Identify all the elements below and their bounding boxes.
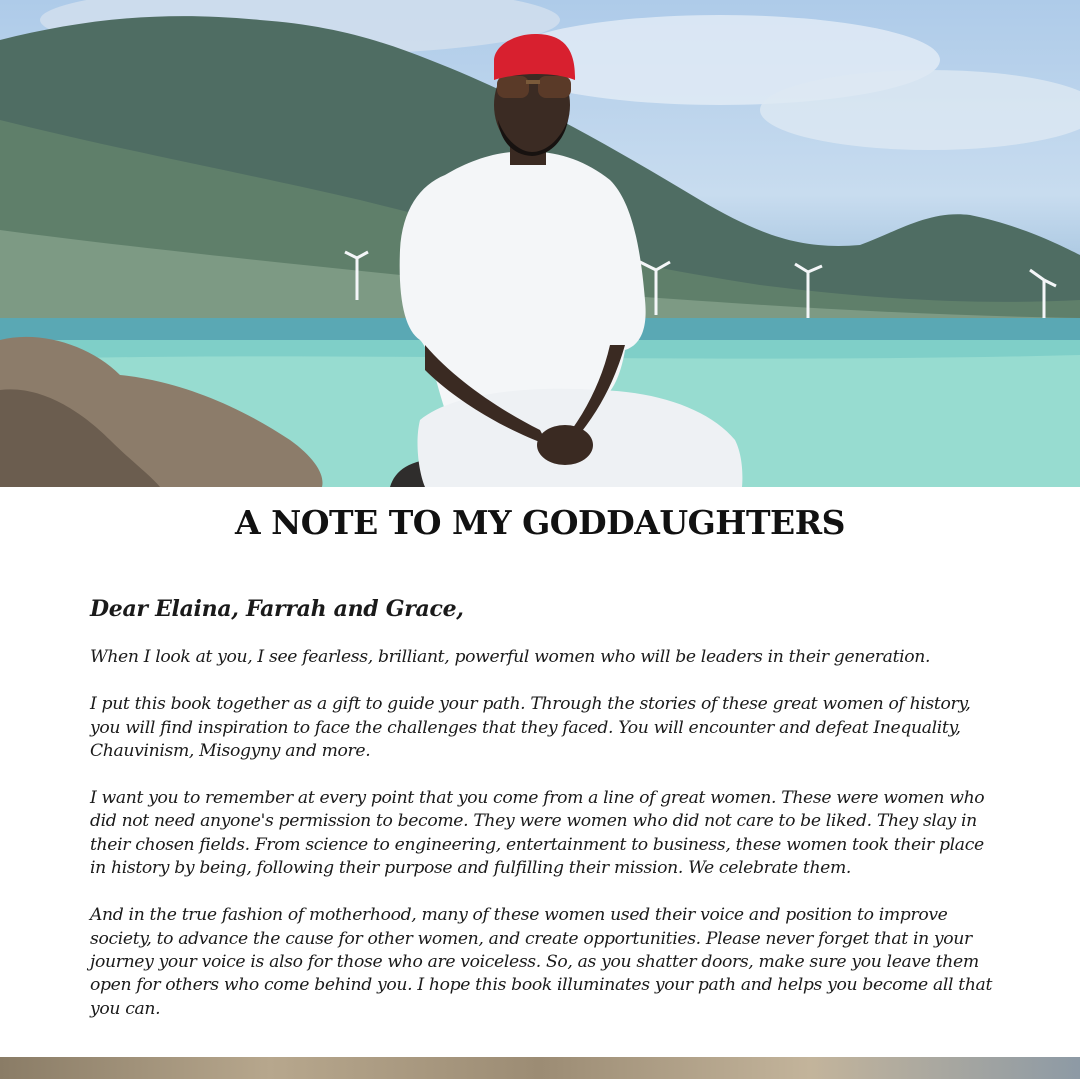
letter-title: A NOTE TO MY GODDAUGHTERS [235, 503, 845, 542]
footer-photo-strip [0, 1057, 1080, 1079]
letter-paragraph-4: And in the true fashion of motherhood, many of these women used their voice and position to improve society, to advance the cause for other women, and create opportunities. Please never forget that in your journey your voice is also for those who are voiceless. So, as you shatter doors, make sure you leave them open for others who come behind you. I hope this book illuminates your path and helps you become all that you can. [90, 905, 993, 1019]
photo-illustration [0, 0, 1080, 487]
letter-body [90, 596, 995, 1045]
letter-paragraph-2: I put this book together as a gift to guide your path. Through the stories of these great women of history, you will find inspiration to face the challenges that they faced. You will encounter and defeat Inequality, Chauvinism, Misogyny and more. [90, 694, 971, 761]
letter-paragraph-1: When I look at you, I see fearless, brilliant, powerful women who will be leaders in their generation. [90, 647, 931, 667]
letter-greeting: Dear Elaina, Farrah and Grace, [90, 596, 464, 622]
header-photo [0, 0, 1080, 487]
letter-paragraph-3: I want you to remember at every point that you come from a line of great women. These were women who did not need anyone's permission to become. They were women who did not care to be liked. They slay in their chosen fields. From science to engineering, entertainment to business, these women took their place in history by being, following their purpose and fulfilling their mission. We celebrate them. [90, 788, 985, 879]
